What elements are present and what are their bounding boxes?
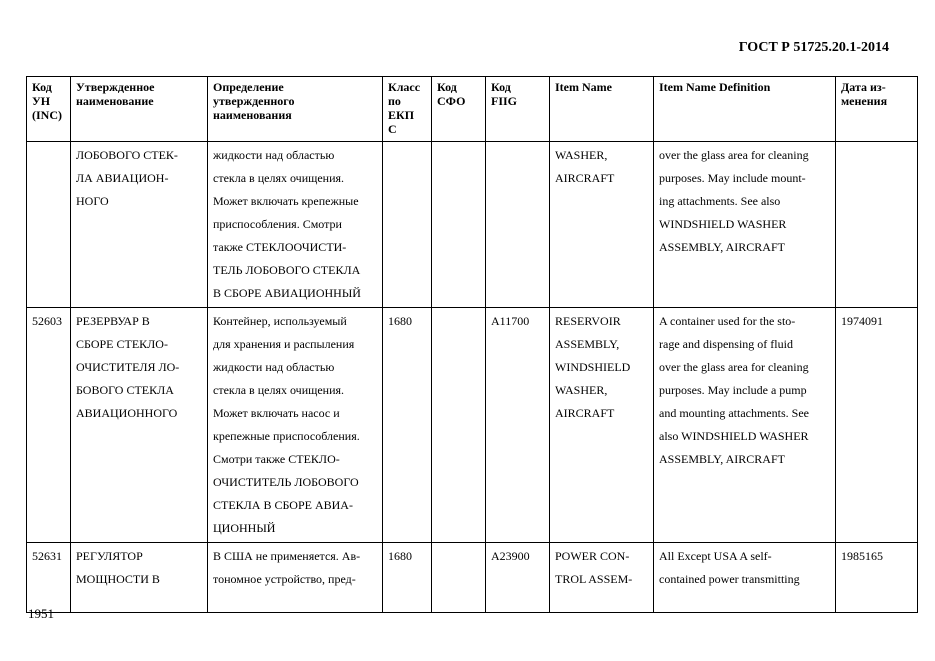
- cell-line: ASSEMBLY,: [555, 337, 620, 351]
- class-cell: 1680: [383, 543, 432, 613]
- header-fiig: [486, 77, 550, 142]
- cell-line: Может включать насос и: [213, 406, 340, 420]
- cell-line: Смотри также СТЕКЛО-: [213, 452, 340, 466]
- cell-line: В СБОРЕ АВИАЦИОННЫЙ: [213, 286, 361, 300]
- cell-line: АВИАЦИОННОГО: [76, 406, 178, 420]
- header-line: СФО: [437, 94, 466, 108]
- definition-cell: [208, 308, 383, 543]
- cell-line: ЛА АВИАЦИОН-: [76, 171, 169, 185]
- cell-line: All Except USA A self-: [659, 549, 772, 563]
- cell-line: A container used for the sto-: [659, 314, 796, 328]
- cell-line: AIRCRAFT: [555, 171, 615, 185]
- cell-line: contained power transmitting: [659, 572, 800, 586]
- header-item-name-definition: [654, 77, 836, 142]
- cell-line: жидкости над областью: [213, 360, 335, 374]
- change-date-cell: 1974091: [836, 308, 918, 543]
- inc-cell: 52603: [27, 308, 71, 543]
- change-date-cell: 1985165: [836, 543, 918, 613]
- item-name-cell: [550, 142, 654, 308]
- table-row: [27, 543, 918, 613]
- cell-line: rage and dispensing of fluid: [659, 337, 793, 351]
- cell-line: WASHER,: [555, 383, 608, 397]
- cell-line: and mounting attachments. See: [659, 406, 809, 420]
- cell-line: НОГО: [76, 194, 109, 208]
- header-line: Дата из-: [841, 80, 886, 94]
- table-body: [27, 142, 918, 613]
- approved-name-cell: [71, 308, 208, 543]
- cell-line: POWER CON-: [555, 549, 630, 563]
- catalog-table: [26, 76, 918, 613]
- cell-line: В США не применяется. Ав-: [213, 549, 361, 563]
- cell-line: БОВОГО СТЕКЛА: [76, 383, 174, 397]
- cell-line: ОЧИСТИТЕЛЬ ЛОБОВОГО: [213, 475, 359, 489]
- cell-line: жидкости над областью: [213, 148, 335, 162]
- cell-line: ing attachments. See also: [659, 194, 781, 208]
- item-name-cell: [550, 308, 654, 543]
- cell-line: ASSEMBLY, AIRCRAFT: [659, 452, 785, 466]
- cell-line: purposes. May include a pump: [659, 383, 807, 397]
- cell-line: тономное устройство, пред-: [213, 572, 356, 586]
- header-line: наименование: [76, 94, 154, 108]
- header-item-name: [550, 77, 654, 142]
- cell-line: РЕЗЕРВУАР В: [76, 314, 150, 328]
- header-line: Item Name Definition: [659, 80, 771, 94]
- header-line: (INC): [32, 108, 62, 122]
- cell-line: RESERVOIR: [555, 314, 621, 328]
- header-line: ЕКП: [388, 108, 415, 122]
- cell-line: ЛОБОВОГО СТЕК-: [76, 148, 178, 162]
- cell-line: Может включать крепежные: [213, 194, 359, 208]
- item-definition-cell: [654, 308, 836, 543]
- sfo-cell: [432, 308, 486, 543]
- class-cell: 1680: [383, 308, 432, 543]
- inc-cell: [27, 142, 71, 308]
- cell-line: стекла в целях очищения.: [213, 171, 345, 185]
- approved-name-cell: [71, 142, 208, 308]
- cell-line: WINDSHIELD: [555, 360, 631, 374]
- cell-line: purposes. May include mount-: [659, 171, 806, 185]
- inc-cell: 52631: [27, 543, 71, 613]
- cell-line: WASHER,: [555, 148, 608, 162]
- cell-line: также СТЕКЛООЧИСТИ-: [213, 240, 347, 254]
- table-row: [27, 142, 918, 308]
- fiig-cell: [486, 142, 550, 308]
- header-line: Код: [32, 80, 52, 94]
- change-date-cell: [836, 142, 918, 308]
- cell-line: also WINDSHIELD WASHER: [659, 429, 809, 443]
- header-line: Определение: [213, 80, 284, 94]
- definition-cell: [208, 142, 383, 308]
- header-change-date: [836, 77, 918, 142]
- cell-line: over the glass area for cleaning: [659, 360, 809, 374]
- fiig-cell: A11700: [486, 308, 550, 543]
- page-number: 1951: [28, 606, 54, 621]
- cell-line: крепежные приспособления.: [213, 429, 360, 443]
- table-header-row: [27, 77, 918, 142]
- sfo-cell: [432, 543, 486, 613]
- header-line: С: [388, 122, 397, 136]
- cell-line: ЦИОННЫЙ: [213, 521, 276, 535]
- cell-line: WINDSHIELD WASHER: [659, 217, 787, 231]
- fiig-cell: A23900: [486, 543, 550, 613]
- cell-line: РЕГУЛЯТОР: [76, 549, 143, 563]
- header-line: Утвержденное: [76, 80, 155, 94]
- approved-name-cell: [71, 543, 208, 613]
- header-line: по: [388, 94, 401, 108]
- cell-line: МОЩНОСТИ В: [76, 572, 160, 586]
- header-line: FIIG: [491, 94, 518, 108]
- definition-cell: [208, 543, 383, 613]
- cell-line: стекла в целях очищения.: [213, 383, 345, 397]
- cell-line: ОЧИСТИТЕЛЯ ЛО-: [76, 360, 180, 374]
- item-name-cell: [550, 543, 654, 613]
- header-line: менения: [841, 94, 888, 108]
- header-line: Код: [491, 80, 511, 94]
- item-definition-cell: [654, 543, 836, 613]
- cell-line: TROL ASSEM-: [555, 572, 633, 586]
- item-definition-cell: [654, 142, 836, 308]
- cell-line: ASSEMBLY, AIRCRAFT: [659, 240, 785, 254]
- cell-line: Контейнер, используемый: [213, 314, 347, 328]
- header-line: Код: [437, 80, 457, 94]
- header-inc: [27, 77, 71, 142]
- header-sfo: [432, 77, 486, 142]
- cell-line: СБОРЕ СТЕКЛО-: [76, 337, 168, 351]
- header-line: Класс: [388, 80, 421, 94]
- header-line: утвержденного: [213, 94, 295, 108]
- table-row: [27, 308, 918, 543]
- cell-line: AIRCRAFT: [555, 406, 615, 420]
- header-class: [383, 77, 432, 142]
- cell-line: для хранения и распыления: [213, 337, 355, 351]
- header-approved-name: [71, 77, 208, 142]
- header-line: наименования: [213, 108, 292, 122]
- header-line: Item Name: [555, 80, 612, 94]
- class-cell: [383, 142, 432, 308]
- header-line: УН: [32, 94, 51, 108]
- cell-line: СТЕКЛА В СБОРЕ АВИА-: [213, 498, 353, 512]
- document-header: ГОСТ Р 51725.20.1-2014: [738, 40, 889, 55]
- cell-line: ТЕЛЬ ЛОБОВОГО СТЕКЛА: [213, 263, 361, 277]
- cell-line: over the glass area for cleaning: [659, 148, 809, 162]
- cell-line: приспособления. Смотри: [213, 217, 342, 231]
- header-definition: [208, 77, 383, 142]
- sfo-cell: [432, 142, 486, 308]
